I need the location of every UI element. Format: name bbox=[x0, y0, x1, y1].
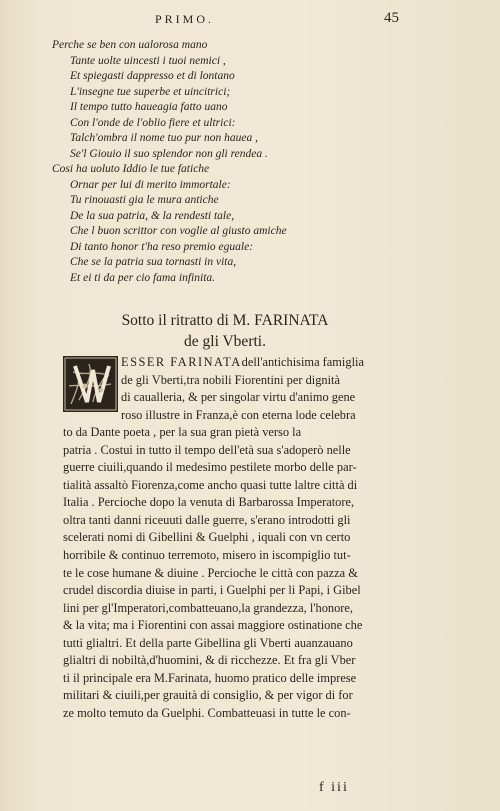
poem-line: Il tempo tutto haueagia fatto uano bbox=[70, 101, 228, 113]
prose-line: horribile & continuo terremoto, misero in iscompiglio tut- bbox=[63, 548, 351, 563]
running-head bbox=[0, 12, 500, 32]
poem-block bbox=[52, 38, 432, 286]
prose-line: tutti glialtri. Et della parte Gibellina gli Vberti auanzauano bbox=[63, 635, 353, 650]
poem-line: Tante uolte uincesti i tuoi nemici , bbox=[70, 54, 226, 67]
prose-line: Italia . Percioche dopo la venuta di Barbarossa Imperatore, bbox=[63, 495, 355, 510]
poem-line: Et spiegasti dappresso et di lontano bbox=[70, 70, 235, 82]
prose-line: de gli Vberti,tra nobili Fiorentini per dignità bbox=[121, 372, 340, 387]
section-heading bbox=[60, 310, 390, 352]
prose-line: militari & ciuili,per grauità di consiglio, & per vigor di for bbox=[63, 688, 353, 703]
prose-line: scelerati nomi di Gibellini & Guelphi , iquali con vn certo bbox=[63, 530, 351, 545]
poem-line: Tu rinouasti gia le mura antiche bbox=[70, 194, 219, 206]
heading-line-2: de gli Vberti. bbox=[184, 333, 266, 350]
opening-words: ESSER FARINATA bbox=[121, 355, 242, 369]
poem-line: Perche se ben con ualorosa mano bbox=[52, 39, 208, 51]
signature-mark: f iii bbox=[319, 780, 349, 795]
prose-block bbox=[63, 354, 408, 722]
page-number: 45 bbox=[384, 10, 399, 26]
running-head-title: PRIMO. bbox=[155, 12, 215, 26]
prose-line bbox=[63, 354, 408, 372]
prose-line: glialtri di nobiltà,d'huomini, & di ricchezze. Et fra gli Vber bbox=[63, 653, 356, 668]
poem-line: Ornar per lui di merito immortale: bbox=[70, 178, 231, 191]
poem-line: De la sua patria, & la rendesti tale, bbox=[70, 209, 235, 222]
poem-line: L'insegne tue superbe et uincitrici; bbox=[70, 85, 231, 98]
poem-line: Se'l Giouio il suo splendor non gli rendea . bbox=[70, 147, 268, 160]
poem-line: Di tanto honor t'ha reso premio eguale: bbox=[70, 240, 254, 253]
prose-line: patria . Costui in tutto il tempo dell'età sua s'adoperò nelle bbox=[63, 442, 351, 457]
poem-line: Et ei ti da per cio fama infinita. bbox=[70, 271, 216, 284]
prose-line-text: dell'antichisima famiglia bbox=[241, 355, 364, 369]
prose-line: lini per gl'Imperatori,combatteuano,la grandezza, l'honore, bbox=[63, 600, 354, 615]
prose-line: crudel discordia diuise in parti, i Guelphi per li Papi, i Gibel bbox=[63, 583, 361, 598]
heading-line-1: Sotto il ritratto di M. FARINATA bbox=[121, 312, 329, 329]
poem-line: Cosi ha uoluto Iddio le tue fatiche bbox=[52, 163, 210, 175]
prose-line: te le cose humane & diuine . Percioche le città con pazza & bbox=[63, 565, 358, 580]
prose-line: roso illustre in Franza,è con eterna lode celebra bbox=[121, 407, 356, 422]
prose-line: to da Dante poeta , per la sua gran pietà verso la bbox=[63, 425, 302, 440]
poem-line: Talch'ombra il nome tuo pur non hauea , bbox=[70, 132, 258, 144]
poem-line: Che l buon scrittor con voglie al giusto amiche bbox=[70, 225, 287, 237]
prose-line: di caualleria, & per singolar virtu d'animo gene bbox=[121, 390, 356, 405]
prose-line: ti il principale era M.Farinata, huomo pratico delle imprese bbox=[63, 670, 357, 685]
poem-line: Con l'onde de l'oblio fiere et ultrici: bbox=[70, 116, 236, 129]
prose-line: oltra tanti danni riceuuti dalle guerre, s'erano introdotti gli bbox=[63, 512, 351, 527]
prose-line: guerre ciuili,quando il medesimo pestilete morbo delle par- bbox=[63, 460, 357, 475]
prose-line: & la vita; ma i Fiorentini con assai maggiore ostinatione che bbox=[63, 618, 363, 633]
prose-line: tialità assaltò Fiorenza,come ancho quasi tutte laltre città di bbox=[63, 477, 358, 492]
prose-line: ze molto temuto da Guelphi. Combatteuasi in tutte le con- bbox=[63, 705, 351, 720]
poem-line: Che se la patria sua tornasti in vita, bbox=[70, 256, 237, 268]
